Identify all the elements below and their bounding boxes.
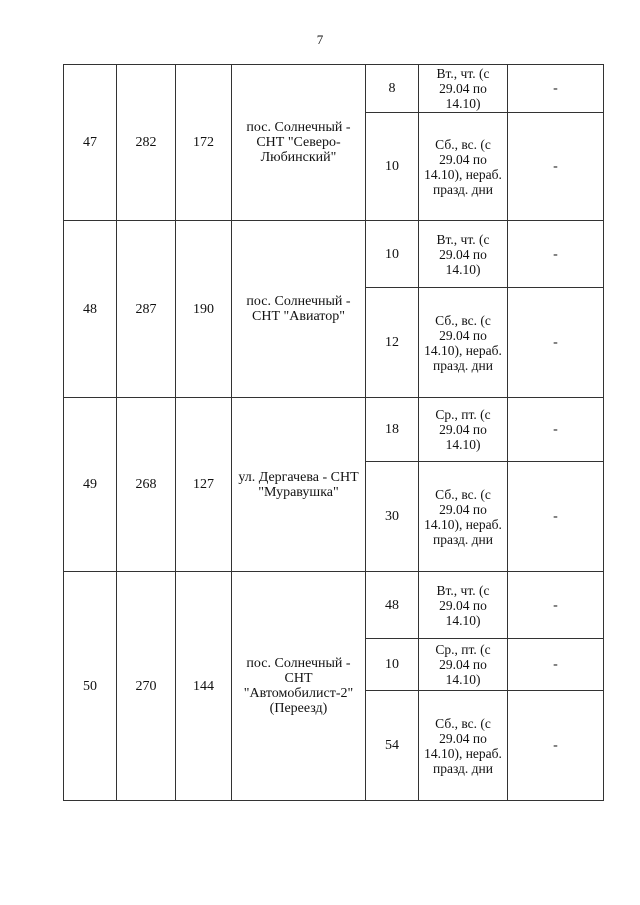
operating-days: Вт., чт. (с 29.04 по 14.10) — [419, 221, 508, 288]
route-code: 282 — [117, 65, 176, 221]
route-number: 49 — [64, 398, 117, 572]
note-cell: - — [508, 65, 604, 113]
route-name: ул. Дергачева - СНТ "Муравушка" — [232, 398, 366, 572]
trip-count: 54 — [366, 691, 419, 801]
operating-days: Ср., пт. (с 29.04 по 14.10) — [419, 398, 508, 462]
route-length: 127 — [176, 398, 232, 572]
route-number: 50 — [64, 572, 117, 801]
operating-days: Сб., вс. (с 29.04 по 14.10), нераб. празд. дни — [419, 113, 508, 221]
note-cell: - — [508, 113, 604, 221]
trip-count: 48 — [366, 572, 419, 639]
operating-days: Вт., чт. (с 29.04 по 14.10) — [419, 572, 508, 639]
trip-count: 18 — [366, 398, 419, 462]
route-number: 48 — [64, 221, 117, 398]
route-number: 47 — [64, 65, 117, 221]
page-number: 7 — [316, 32, 324, 47]
operating-days: Вт., чт. (с 29.04 по 14.10) — [419, 65, 508, 113]
operating-days: Ср., пт. (с 29.04 по 14.10) — [419, 639, 508, 691]
note-cell: - — [508, 691, 604, 801]
note-cell: - — [508, 221, 604, 288]
route-code: 287 — [117, 221, 176, 398]
trip-count: 30 — [366, 462, 419, 572]
route-name: пос. Солнечный - СНТ "Автомобилист-2" (Переезд) — [232, 572, 366, 801]
route-length: 172 — [176, 65, 232, 221]
route-length: 144 — [176, 572, 232, 801]
trip-count: 10 — [366, 221, 419, 288]
note-cell: - — [508, 572, 604, 639]
route-length: 190 — [176, 221, 232, 398]
note-cell: - — [508, 639, 604, 691]
route-schedule-table — [63, 64, 604, 801]
operating-days: Сб., вс. (с 29.04 по 14.10), нераб. празд. дни — [419, 691, 508, 801]
table-row — [64, 398, 604, 462]
route-code: 270 — [117, 572, 176, 801]
operating-days: Сб., вс. (с 29.04 по 14.10), нераб. празд. дни — [419, 462, 508, 572]
trip-count: 12 — [366, 288, 419, 398]
trip-count: 8 — [366, 65, 419, 113]
table-row — [64, 221, 604, 288]
note-cell: - — [508, 462, 604, 572]
note-cell: - — [508, 398, 604, 462]
trip-count: 10 — [366, 639, 419, 691]
route-name: пос. Солнечный - СНТ "Северо-Любинский" — [232, 65, 366, 221]
route-code: 268 — [117, 398, 176, 572]
route-name: пос. Солнечный - СНТ "Авиатор" — [232, 221, 366, 398]
trip-count: 10 — [366, 113, 419, 221]
table-row — [64, 65, 604, 113]
note-cell: - — [508, 288, 604, 398]
table-row — [64, 572, 604, 639]
operating-days: Сб., вс. (с 29.04 по 14.10), нераб. празд. дни — [419, 288, 508, 398]
